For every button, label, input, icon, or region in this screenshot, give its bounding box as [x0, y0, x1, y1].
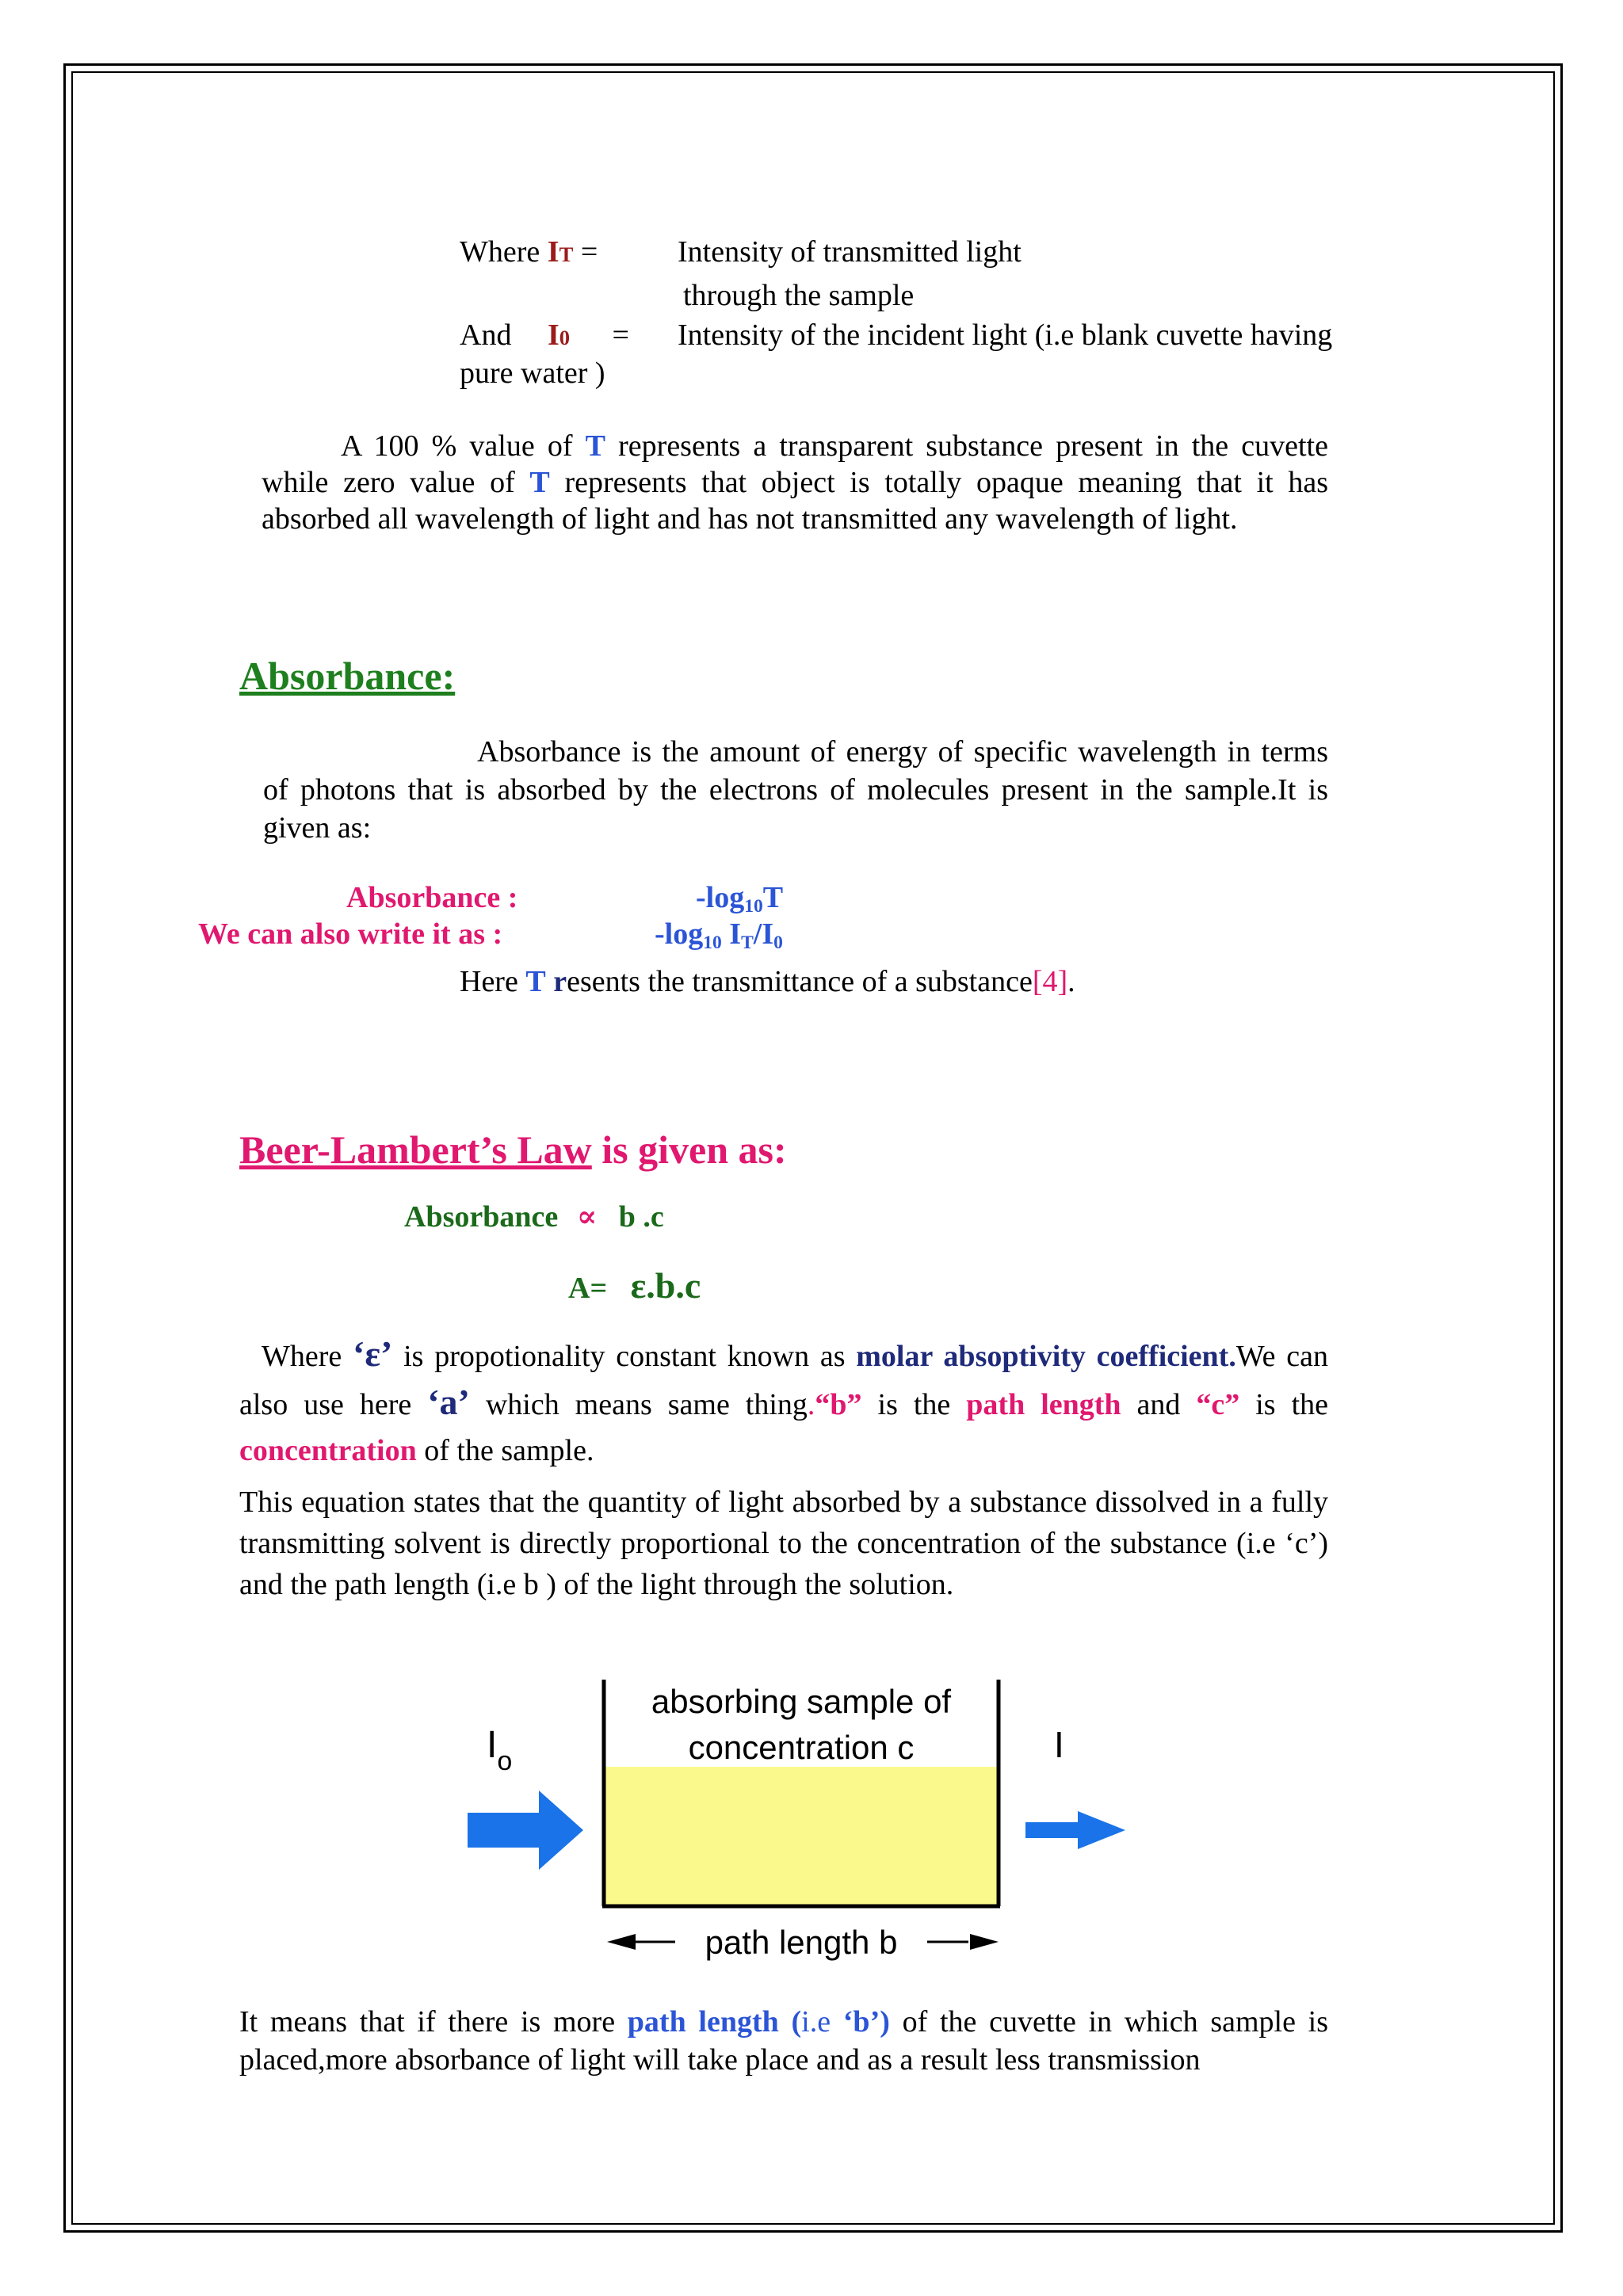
transmittance-paragraph: A 100 % value of T represents a transparent substance present in the cuvette while zero value of T represents that object is totally opaque meaning that it has absorbed all wavelength of light and has not transmitted any wavelength of light. [262, 429, 1329, 536]
beer-lambert-equation: A= ε.b.c [568, 1265, 701, 1306]
transmitted-intensity-label: I [1054, 1724, 1064, 1765]
path-length-term: path length [966, 1388, 1121, 1421]
closing-paragraph: It means that if there is more path length (i.e ‘b’) of the cuvette in which sample is placed,more absorbance of light will take place and as a result less transmission [239, 2005, 1329, 2077]
sample-label-line-2: concentration c [688, 1729, 915, 1766]
absorbance-heading: Absorbance: [239, 654, 456, 698]
sample-label-line-1: absorbing sample of [651, 1683, 952, 1720]
absorbance-formula: $-\log_{10}T$ [696, 881, 784, 917]
path-arrow-right [970, 1934, 999, 1950]
it-description-1: Intensity of transmitted light [678, 235, 1022, 269]
transmittance-symbol: T [529, 466, 550, 499]
beer-lambert-heading: Beer-Lambert’s Law is given as: [239, 1127, 787, 1172]
it-symbol: IT [547, 235, 574, 269]
it-definition-row [460, 234, 598, 272]
epsilon-paragraph: Where ‘ε’ is propotionality constant known as molar absoptivity coefficient.We can also use here ‘a’ which means same thing.“b” is the path length and “c” is the concentration of the sample. [239, 1333, 1329, 1467]
absorbance-label: Absorbance : [346, 881, 518, 914]
absorbance-paragraph: Absorbance is the amount of energy of specific wavelength in terms of photons that is absorbed by the electrons of molecules present in the sample.It is given as: [263, 735, 1328, 845]
molar-absorptivity-term: molar absoptivity coefficient. [856, 1340, 1236, 1373]
equals-sign: = [580, 235, 598, 269]
transmittance-symbol: T [585, 429, 605, 463]
alternate-label: We can also write it as : [198, 917, 503, 951]
incident-intensity-label: $I_o$ [487, 1724, 513, 1776]
beer-lambert-diagram [452, 1664, 1165, 1973]
incident-light-arrow [468, 1791, 583, 1870]
concentration-term: concentration [239, 1434, 417, 1467]
proportionality-statement: Absorbance ∝ b .c [404, 1200, 664, 1234]
proportional-symbol: ∝ [576, 1200, 598, 1234]
it-description-2: through the sample [683, 279, 915, 312]
i0-description-cont: pure water ) [460, 357, 605, 390]
i0-definition-row [460, 317, 629, 355]
i0-symbol: I0 [547, 318, 571, 352]
sample-liquid [604, 1767, 999, 1906]
i0-description: Intensity of the incident light (i.e blank cuvette having [678, 318, 1333, 352]
transmitted-light-arrow [1025, 1811, 1125, 1849]
and-word: And [460, 318, 512, 352]
where-word: Where [460, 235, 540, 269]
path-length-label: path length b [705, 1924, 898, 1961]
equation-paragraph: This equation states that the quantity of light absorbed by a substance dissolved in a fully transmitting solvent is directly proportional to the concentration of the substance (i.e ‘c’) and the path length (i.e b ) of the light through the solution. [239, 1486, 1328, 1601]
equals-sign-2: = [612, 318, 629, 352]
transmittance-note: Here T resents the transmittance of a substance[4]. [460, 965, 1075, 998]
alternate-formula: $-\log_{10}$ $I_T/I_0$ [655, 917, 783, 953]
citation-link[interactable]: [4] [1032, 965, 1068, 998]
path-arrow-left [607, 1934, 636, 1950]
